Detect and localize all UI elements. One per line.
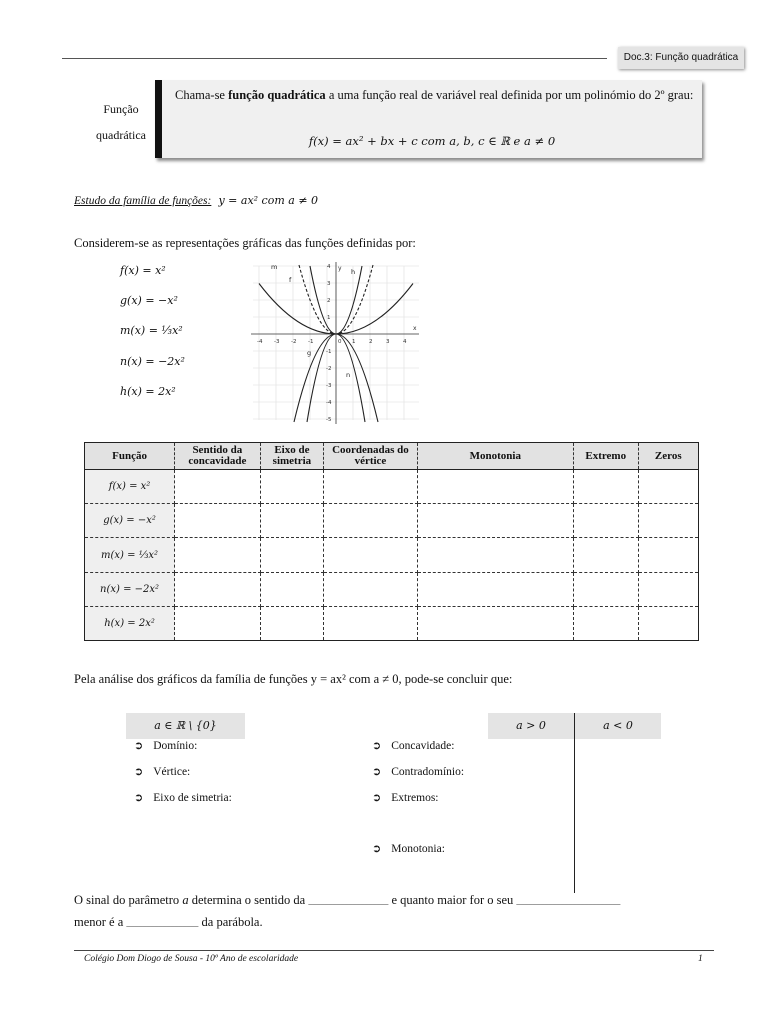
cell-blank[interactable] [324, 504, 417, 538]
arrow-bullet-icon: ➲ [134, 765, 144, 778]
left-item-vertex: ➲ Vértice: [134, 765, 191, 778]
col-header-concavidade: Sentido da concavidade [175, 443, 261, 470]
x-tick: 2 [369, 339, 373, 345]
y-axis-label: y [338, 265, 342, 272]
col-header-extremo: Extremo [573, 443, 638, 470]
parabola-graph [247, 258, 423, 424]
cell-blank[interactable] [175, 607, 261, 641]
cell-blank[interactable] [638, 573, 698, 607]
definition-term: função quadrática [228, 88, 326, 102]
row-function: m(x) = ⅓x² [85, 538, 175, 573]
cell-blank[interactable] [573, 607, 638, 641]
y-tick: 1 [327, 315, 331, 321]
label-f: f [289, 276, 292, 284]
study-title: Estudo da família de funções: [74, 195, 212, 207]
y-tick: -3 [326, 383, 332, 389]
cell-blank[interactable] [638, 538, 698, 573]
arrow-bullet-icon: ➲ [134, 739, 144, 752]
cell-blank[interactable] [573, 538, 638, 573]
definition-text: Chama-se função quadrática a uma função real de variável real definida por um polinómio do 2º grau: [175, 88, 694, 102]
cell-blank[interactable] [417, 504, 573, 538]
cell-blank[interactable] [638, 607, 698, 641]
definition-formula: f(x) = ax² + bx + c com a, b, c ∈ ℝ e a ≠ 0 [308, 134, 556, 148]
cell-blank[interactable] [573, 504, 638, 538]
cell-blank[interactable] [324, 573, 417, 607]
col-header-vertice: Coordenadas do vértice [324, 443, 417, 470]
fill-in-line2: menor é a __________________ da parábola. [74, 915, 263, 929]
cell-blank[interactable] [175, 470, 261, 504]
footer-page-number: 1 [698, 954, 703, 964]
cell-blank[interactable] [573, 470, 638, 504]
cell-blank[interactable] [260, 504, 324, 538]
footer-school: Colégio Dom Diogo de Sousa - 10º Ano de escolaridade [84, 954, 299, 964]
row-function: h(x) = 2x² [85, 607, 175, 641]
arrow-bullet-icon: ➲ [372, 739, 382, 752]
y-tick: -2 [326, 366, 332, 372]
cell-blank[interactable] [417, 573, 573, 607]
left-item-axis: ➲ Eixo de simetria: [134, 791, 232, 804]
cell-blank[interactable] [417, 538, 573, 573]
cell-blank[interactable] [260, 607, 324, 641]
side-label-line2: quadrática [96, 128, 146, 142]
col-header-funcao: Função [85, 443, 175, 470]
y-tick: -1 [326, 349, 332, 355]
cell-blank[interactable] [260, 573, 324, 607]
col-header-eixo: Eixo de simetria [260, 443, 324, 470]
cell-blank[interactable] [638, 470, 698, 504]
x-tick: 4 [403, 339, 407, 345]
x-tick: -3 [274, 339, 280, 345]
x-axis-label: x [413, 325, 417, 332]
label-g: g [307, 349, 312, 357]
y-tick: -5 [326, 417, 332, 423]
blank-3[interactable]: __________________ [126, 919, 199, 928]
row-function: g(x) = −x² [85, 504, 175, 538]
row-function: f(x) = x² [85, 470, 175, 504]
cell-blank[interactable] [324, 607, 417, 641]
y-tick: 2 [327, 298, 331, 304]
cell-blank[interactable] [417, 607, 573, 641]
right-item-range: ➲ Contradomínio: [372, 765, 465, 778]
cell-blank[interactable] [638, 504, 698, 538]
fill-in-line1: O sinal do parâmetro a determina o sentido da ____________________ e quanto maior for o seu __________________________ [74, 893, 621, 907]
table-row [85, 607, 699, 641]
y-tick: -4 [326, 400, 332, 406]
label-m: m [271, 263, 278, 271]
label-n: n [346, 371, 351, 379]
cell-blank[interactable] [175, 538, 261, 573]
arrow-bullet-icon: ➲ [372, 791, 382, 804]
arrow-bullet-icon: ➲ [372, 765, 382, 778]
header-rule [62, 58, 607, 59]
footer-rule [74, 950, 714, 951]
study-formula: y = ax² com a ≠ 0 [218, 194, 319, 207]
function-f: f(x) = x² [120, 264, 166, 277]
cell-blank[interactable] [175, 504, 261, 538]
header-a-negative: a < 0 [575, 713, 661, 739]
right-item-monotony: ➲ Monotonia: [372, 842, 445, 855]
study-intro: Considerem-se as representações gráficas das funções definidas por: [74, 236, 416, 250]
cell-blank[interactable] [175, 573, 261, 607]
function-n: n(x) = −2x² [120, 355, 185, 368]
x-tick: -4 [257, 339, 263, 345]
conclusion-divider [574, 713, 575, 893]
x-tick: 1 [352, 339, 356, 345]
blank-1[interactable]: ____________________ [308, 897, 389, 906]
cell-blank[interactable] [324, 470, 417, 504]
x-tick: 0 [338, 339, 342, 345]
x-tick: -2 [291, 339, 297, 345]
left-item-domain: ➲ Domínio: [134, 739, 198, 752]
function-h: h(x) = 2x² [120, 385, 176, 398]
table-row [85, 504, 699, 538]
table-row [85, 470, 699, 504]
doc-label: Doc.3: Função quadrática [618, 47, 744, 69]
function-m: m(x) = ⅓x² [120, 324, 183, 337]
y-tick: 4 [327, 264, 331, 270]
cell-blank[interactable] [573, 573, 638, 607]
arrow-bullet-icon: ➲ [134, 791, 144, 804]
study-heading [74, 193, 318, 208]
right-item-concavity: ➲ Concavidade: [372, 739, 455, 752]
analysis-table [84, 442, 699, 641]
label-h: h [351, 268, 356, 276]
cell-blank[interactable] [260, 470, 324, 504]
table-row [85, 573, 699, 607]
col-header-monotonia: Monotonia [417, 443, 573, 470]
col-header-zeros: Zeros [638, 443, 698, 470]
table-row [85, 538, 699, 573]
domain-header: a ∈ ℝ \ {0} [126, 713, 245, 739]
blank-2[interactable]: __________________________ [516, 897, 621, 906]
header-a-positive: a > 0 [488, 713, 574, 739]
side-label-line1: Função [103, 102, 139, 116]
row-function: n(x) = −2x² [85, 573, 175, 607]
function-g: g(x) = −x² [120, 294, 178, 307]
x-tick: -1 [308, 339, 314, 345]
definition-box [155, 80, 702, 158]
conclusion-intro: Pela análise dos gráficos da família de funções y = ax² com a ≠ 0, pode-se concluir que: [74, 672, 513, 686]
x-tick: 3 [386, 339, 390, 345]
table-header-row [85, 443, 699, 470]
arrow-bullet-icon: ➲ [372, 842, 382, 855]
y-tick: 3 [327, 281, 331, 287]
right-item-extremes: ➲ Extremos: [372, 791, 439, 804]
cell-blank[interactable] [324, 538, 417, 573]
cell-blank[interactable] [417, 470, 573, 504]
cell-blank[interactable] [260, 538, 324, 573]
